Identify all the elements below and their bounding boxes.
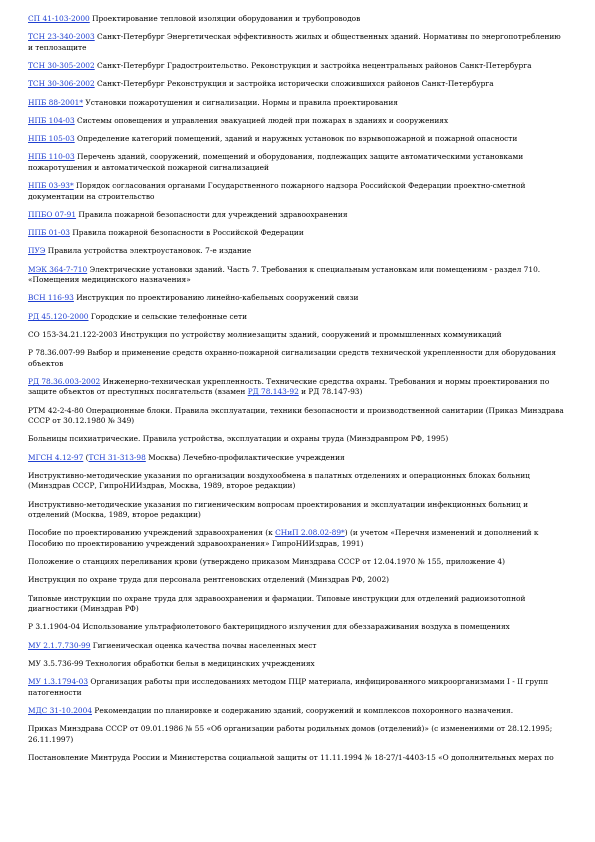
reference-entry [28,641,565,651]
document-link[interactable]: РД 78.36.003-2002 [28,377,101,387]
entry-text: Р 3.1.1904-04 Использование ультрафиолетового бактерицидного излучения для обеззараживания воздуха в помещениях [28,622,510,632]
reference-entry [28,406,565,427]
reference-entry [28,116,565,126]
entry-text: Проектирование тепловой изоляции оборудования и трубопроводов [89,14,361,23]
entry-text: Санкт-Петербург Энергетическая эффективность жилых и общественных зданий. Нормативы по энергопотреблению и теплозащите [28,32,561,52]
entry-text: Рекомендации по планировке и содержанию зданий, сооружений и комплексов похоронного назначения. [92,706,514,716]
entry-text: Инструктивно-методические указания по организации воздухообмена в палатных отделениях и операционных блоках больниц (Минздрав СССР, ГипроНИИздрав, Москва, 1989, второе редакции) [28,471,530,491]
reference-entry [28,330,565,340]
entry-text: МУ 3.5.736-99 Технология обработки белья в медицинских учреждениях [28,659,315,669]
reference-entry [28,575,565,585]
entry-text: Установки пожаротушения и сигнализации. Нормы и правила проектирования [83,97,398,107]
reference-entry [28,79,565,89]
document-link[interactable]: ППБ 01-03 [28,228,70,238]
reference-entry [28,724,565,745]
document-link[interactable]: РД 45.120-2000 [28,311,89,321]
reference-entry [28,557,565,567]
reference-entry [28,134,565,144]
reference-entry [28,312,565,322]
reference-entry [28,14,565,24]
reference-entry [28,61,565,71]
entry-text: Городские и сельские телефонные сети [88,311,247,321]
entry-text: Положение о станциях переливания крови (утверждено приказом Минздрава СССР от 12.04.1970 № 155, приложение 4) [28,557,506,567]
entry-text: СО 153-34.21.122-2003 Инструкция по устройству молниезащиты зданий, сооружений и промышленных коммуникаций [28,330,502,340]
entry-text: Правила пожарной безопасности для учреждений здравоохранения [76,209,348,219]
entry-text: и РД 78.147-93) [298,387,363,397]
reference-entry [28,228,565,238]
document-link[interactable]: ТСН 23-340-2003 [28,32,95,42]
entry-text: Больницы психиатрические. Правила устройства, эксплуатации и охраны труда (Минздравпром РФ, 1995) [28,434,449,444]
entry-text: Инструктивно-методические указания по гигиеническим вопросам проектирования и эксплуатации инфекционных больниц и отделений (Москва, 1989, второе редакции) [28,499,529,520]
entry-text: Пособие по проектированию учреждений здравоохранения (к [28,528,276,538]
entry-text: ( [83,452,89,462]
entry-text: Инструкция по охране труда для персонала рентгеновских отделений (Минздрав РФ, 2002) [28,575,390,585]
document-link[interactable]: ПУЭ [28,246,46,256]
entry-text: Санкт-Петербург Реконструкция и застройка исторически сложившихся районов Санкт-Петербурга [94,79,494,89]
entry-text: Инженерно-техническая укрепленность. Технические средства охраны. Требования и нормы проектирования по защите объектов от преступных посягательств (взамен [28,377,550,397]
document-link[interactable]: ТСН 30-305-2002 [28,61,95,70]
document-link[interactable]: ВСН 116-93 [28,293,74,303]
reference-entry [28,659,565,669]
reference-entry [28,622,565,632]
entry-text: Перечень зданий, сооружений, помещений и оборудования, подлежащих защите автоматическими установками пожаротушения и автоматической пожарной сигнализацией [28,152,524,172]
reference-entry [28,706,565,716]
reference-entry [28,181,565,202]
reference-entry [28,453,565,463]
entry-text: Приказ Минздрава СССР от 09.01.1986 № 55 «Об организации работы родильных домов (отделений)» (с изменениями от 28.12.1995; 26.11.1997) [28,724,553,744]
entry-text: РТМ 42-2-4-80 Операционные блоки. Правила эксплуатации, техники безопасности и производственной санитарии (Приказ Минздрава СССР от 30.12.1980 № 349) [28,405,564,426]
reference-entry [28,32,565,53]
entry-text: Инструкция по проектированию линейно-кабельных сооружений связи [73,293,359,303]
entry-text: Правила пожарной безопасности в Российской Федерации [69,228,304,238]
reference-entry [28,677,565,698]
reference-entry [28,348,565,369]
document-link[interactable]: МДС 31-10.2004 [28,706,93,716]
reference-entry [28,293,565,303]
document-link[interactable]: МУ 1.3.1794-03 [28,677,89,687]
entry-text: Москва) Лечебно-профилактические учреждения [145,452,345,462]
entry-text: Определение категорий помещений, зданий и наружных установок по взрывопожарной и пожарной опасности [74,134,518,144]
reference-entry [28,434,565,444]
document-link[interactable]: ТСН 30-306-2002 [28,79,95,89]
document-link[interactable]: МУ 2.1.7.730-99 [28,640,91,650]
entry-text: Организация работы при исследованиях методом ПЦР материала, инфицированного микроорганизмами I - II групп патогенности [28,677,549,697]
document-link[interactable]: НПБ 110-03 [28,152,75,162]
document-link[interactable]: НПБ 104-03 [28,115,75,125]
document-link[interactable]: ТСН 31-313-98 [88,452,146,462]
entry-text: Типовые инструкции по охране труда для здравоохранения и фармации. Типовые инструкции для отделений радиоизотопной диагностики (Минздрав РФ) [28,593,526,614]
reference-entry [28,210,565,220]
reference-entry [28,500,565,521]
document-link[interactable]: РД 78.143-92 [247,387,299,397]
document-link[interactable]: НПБ 03-93* [28,181,74,191]
entry-text: ) (и учетом «Перечня изменений и дополнений к Пособию по проектированию учреждений здравоохранения» ГипроНИИздрав, 1991) [28,528,539,548]
document-link[interactable]: СНиП 2.08.02-89* [275,528,345,538]
reference-entry [28,528,565,549]
reference-entry [28,98,565,108]
document-link[interactable]: СП 41-103-2000 [28,14,90,23]
document-link[interactable]: НПБ 88-2001* [28,97,84,107]
reference-entry [28,246,565,256]
reference-entry [28,471,565,492]
entry-text: Гигиеническая оценка качества почвы населенных мест [90,640,317,650]
entry-text: Р 78.36.007-99 Выбор и применение средств охранно-пожарной сигнализации средств технической укрепленности для оборудования объектов [28,348,557,368]
entry-text: Порядок согласования органами Государственного пожарного надзора Российской Федерации проектно-сметной документации на строительство [28,181,526,201]
document-link[interactable]: МГСН 4.12-97 [28,452,84,462]
entry-text: Системы оповещения и управления эвакуацией людей при пожарах в зданиях и сооружениях [74,115,449,125]
reference-entry [28,265,565,286]
entry-text: Постановление Минтруда России и Министерства социальной защиты от 11.11.1994 № 18-27/1-4403-15 «О дополнительных мерах по [28,753,554,763]
entry-text: Электрические установки зданий. Часть 7. Требования к специальным установкам или помещениям - раздел 710. «Помещения медицинского назначения» [28,264,541,285]
reference-entry [28,594,565,615]
document-link[interactable]: ППБО 07-91 [28,209,77,219]
document-link[interactable]: МЭК 364-7-710 [28,264,88,274]
reference-entry [28,377,565,398]
reference-entry [28,152,565,173]
reference-entry [28,753,565,763]
entry-text: Правила устройства электроустановок. 7-е издание [45,246,252,256]
entry-text: Санкт-Петербург Градостроительство. Реконструкция и застройка нецентральных районов Санкт-Петербурга [94,61,532,70]
document-link[interactable]: НПБ 105-03 [28,134,75,144]
